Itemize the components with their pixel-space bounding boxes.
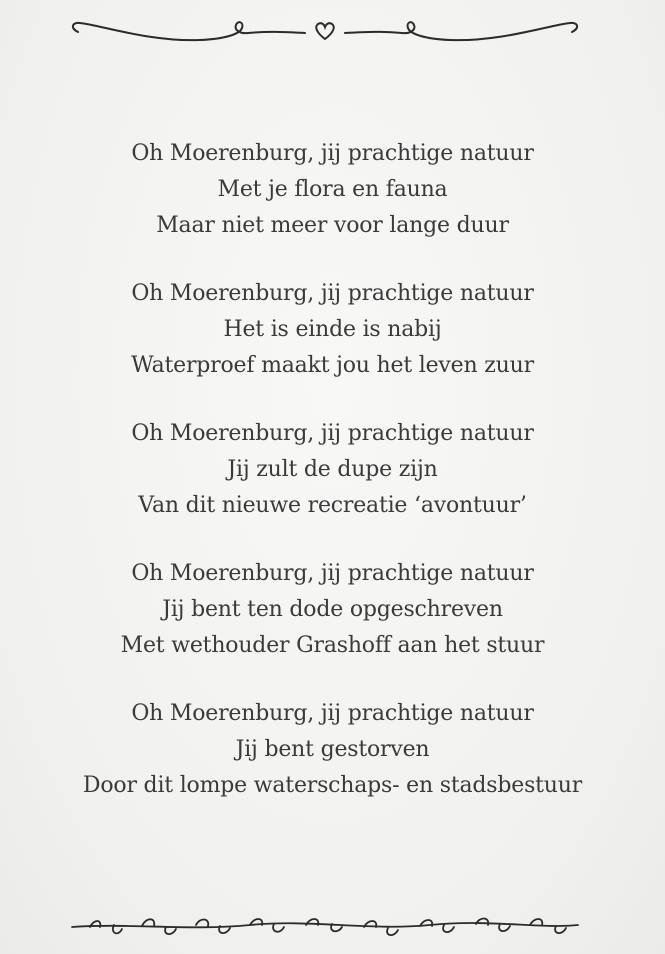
- poem-line: Met wethouder Grashoff aan het stuur: [120, 633, 545, 658]
- poem-line: Maar niet meer voor lange duur: [156, 213, 509, 238]
- poem-line: Het is einde is nabij: [223, 317, 442, 342]
- poem-line: Oh Moerenburg, jij prachtige natuur: [131, 141, 534, 166]
- heart-swirl-divider-icon: [70, 12, 580, 52]
- poem-line: Jij bent ten dode opgeschreven: [162, 597, 503, 622]
- poem-line: Waterproef maakt jou het leven zuur: [131, 353, 534, 378]
- poem-line: Oh Moerenburg, jij prachtige natuur: [131, 561, 534, 586]
- poem-line: Van dit nieuwe recreatie ‘avontuur’: [138, 493, 527, 518]
- stanza: [0, 416, 665, 524]
- stanza: [0, 696, 665, 804]
- poem-line: Door dit lompe waterschaps- en stadsbestuur: [82, 773, 583, 798]
- stanza: [0, 136, 665, 244]
- poem-line: Jij zult de dupe zijn: [227, 457, 438, 482]
- poem-line: Oh Moerenburg, jij prachtige natuur: [131, 701, 534, 726]
- poem-line: Jij bent gestorven: [235, 737, 430, 762]
- poem-line: Oh Moerenburg, jij prachtige natuur: [131, 281, 534, 306]
- vine-divider-icon: [70, 905, 580, 945]
- poem: [0, 136, 665, 836]
- poem-line: Met je flora en fauna: [217, 177, 448, 202]
- stanza: [0, 556, 665, 664]
- stanza: [0, 276, 665, 384]
- poem-line: Oh Moerenburg, jij prachtige natuur: [131, 421, 534, 446]
